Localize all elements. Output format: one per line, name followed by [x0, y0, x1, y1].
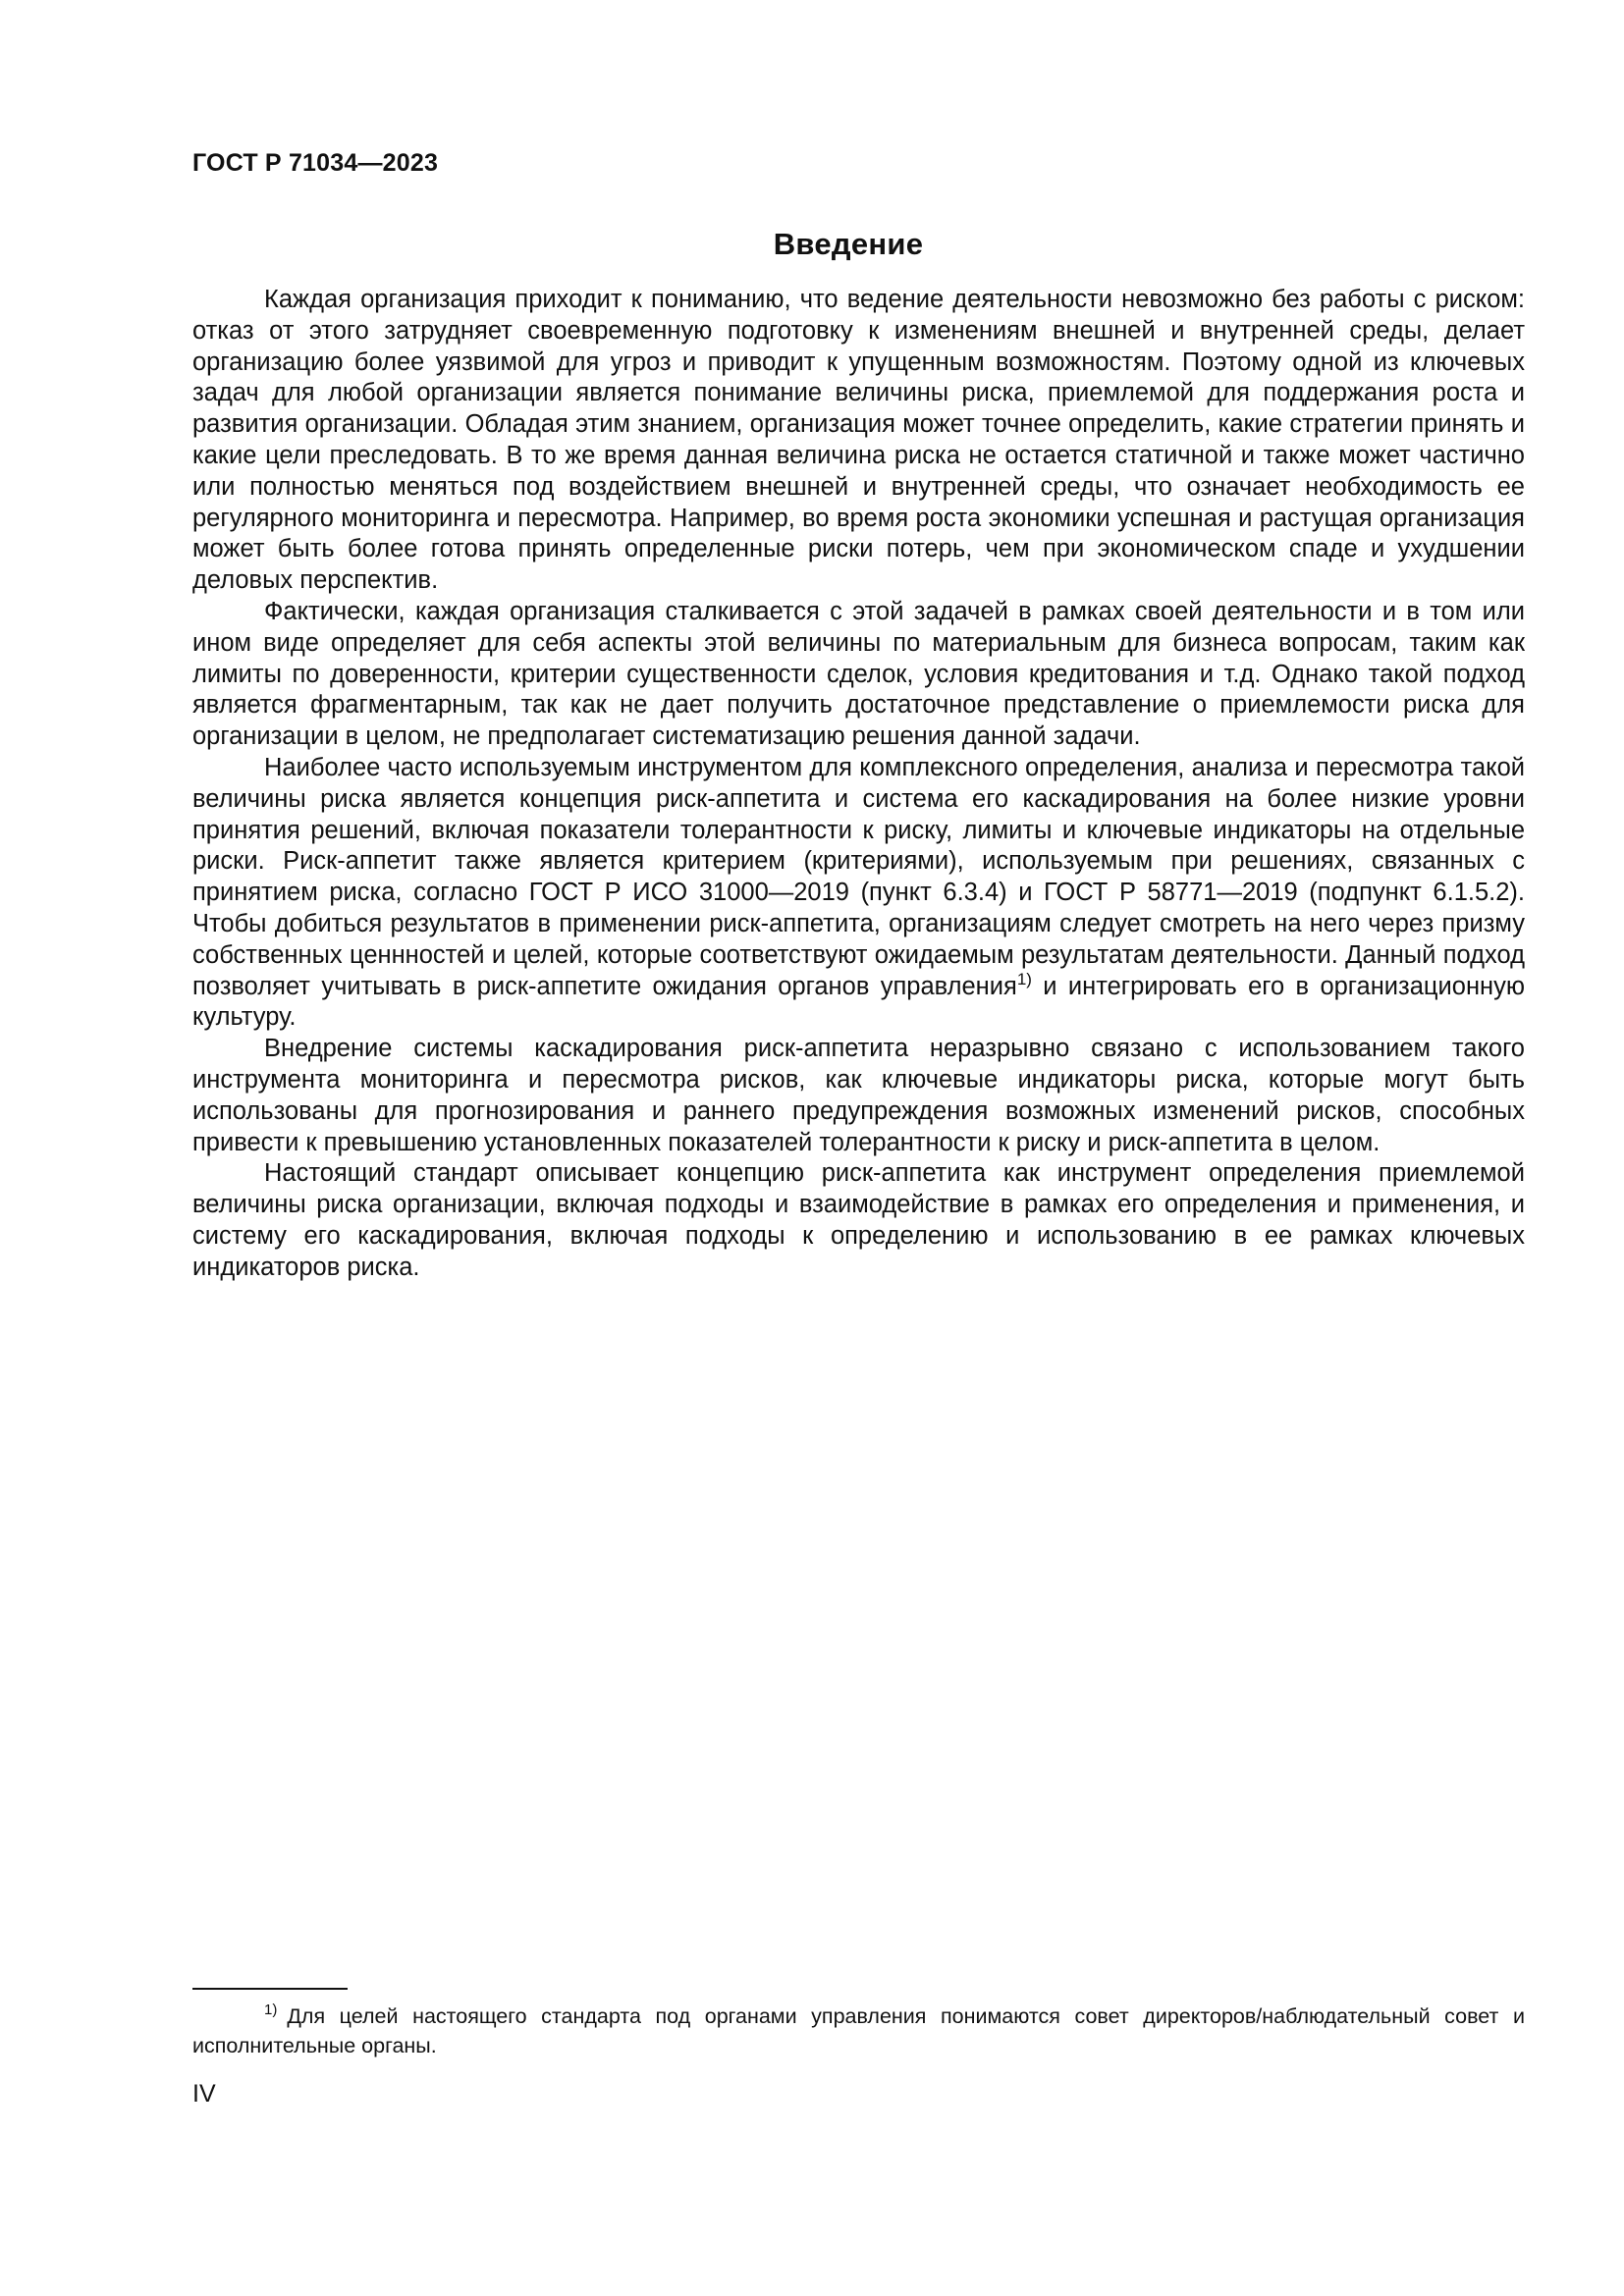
footnote-marker: 1): [264, 2002, 278, 2018]
document-header-id: ГОСТ Р 71034—2023: [192, 149, 439, 177]
footnote-reference: 1): [1016, 969, 1032, 988]
footnote-divider: [192, 1988, 348, 1990]
introduction-body: [192, 285, 1525, 1284]
paragraph-3-text-after: и интегрировать его в организационную культуру.: [192, 972, 1525, 1032]
paragraph-4: Внедрение системы каскадирования риск-аппетита неразрывно связано с использованием такого инструмента мониторинга и пересмотра рисков, как ключевые индикаторы риска, которые могут быть использованы для прогнозирования и раннего предупреждения возможных изменений рисков, способных привести к превышению установленных показателей толерантности к риску и риск-аппетита в целом.: [192, 1035, 1525, 1156]
paragraph-5: Настоящий стандарт описывает концепцию риск-аппетита как инструмент определения приемлемой величины риска организации, включая подходы и взаимодействие в рамках его определения и применения, и систему его каскадирования, включая подходы к определению и использованию в ее рамках ключевых индикаторов риска.: [192, 1159, 1525, 1281]
section-title: Введение: [773, 227, 924, 261]
page-number: IV: [192, 2080, 216, 2108]
paragraph-2: Фактически, каждая организация сталкивается с этой задачей в рамках своей деятельности и в том или ином виде определяет для себя аспекты этой величины по материальным для бизнеса вопросам, таким как лимиты по доверенности, критерии существенности сделок, условия кредитования и т.д. Однако такой подход является фрагментарным, так как не дает получить достаточное представление о приемлемости риска для организации в целом, не предполагает систематизацию решения данной задачи.: [192, 597, 1525, 751]
paragraph-3-text-before: Наиболее часто используемым инструментом для комплексного определения, анализа и пересмотра такой величины риска является концепция риск-аппетита и система его каскадирования на более низкие уровни принятия решений, включая показатели толерантности к риску, лимиты и ключевые индикаторы на отдельные риски. Риск-аппетит также является критерием (критериями), используемым при решениях, связанных с принятием риска, согласно ГОСТ Р ИСО 31000—2019 (пункт 6.3.4) и ГОСТ Р 58771—2019 (подпункт 6.1.5.2). Чтобы добиться результатов в применении риск-аппетита, организациям следует смотреть на него через призму собственных ценнностей и целей, которые соответствуют ожидаемым результатам деятельности. Данный подход позволяет учитывать в риск-аппетите ожидания органов управления: [192, 753, 1525, 1000]
footnote: [192, 2002, 1525, 2060]
paragraph-1: Каждая организация приходит к пониманию, что ведение деятельности невозможно без работы с риском: отказ от этого затрудняет своевременную подготовку к изменениям внешней и внутренней среды, делает организацию более уязвимой для угроз и приводит к упущенным возможностям. Поэтому одной из ключевых задач для любой организации является понимание величины риска, приемлемой для поддержания роста и развития организации. Обладая этим знанием, организация может точнее определить, какие стратегии принять и какие цели преследовать. В то же время данная величина риска не остается статичной и также может частично или полностью меняться под воздействием внешней и внутренней среды, что означает необходимость ее регулярного мониторинга и пересмотра. Например, во время роста экономики успешная и растущая организация может быть более готова принять определенные риски потерь, чем при экономическом спаде и ухудшении деловых перспектив.: [192, 286, 1525, 595]
paragraph-3: [192, 753, 1525, 1034]
footnote-text: Для целей настоящего стандарта под органами управления понимаются совет директоров/наблюдательный совет и исполнительные органы.: [192, 2004, 1525, 2057]
